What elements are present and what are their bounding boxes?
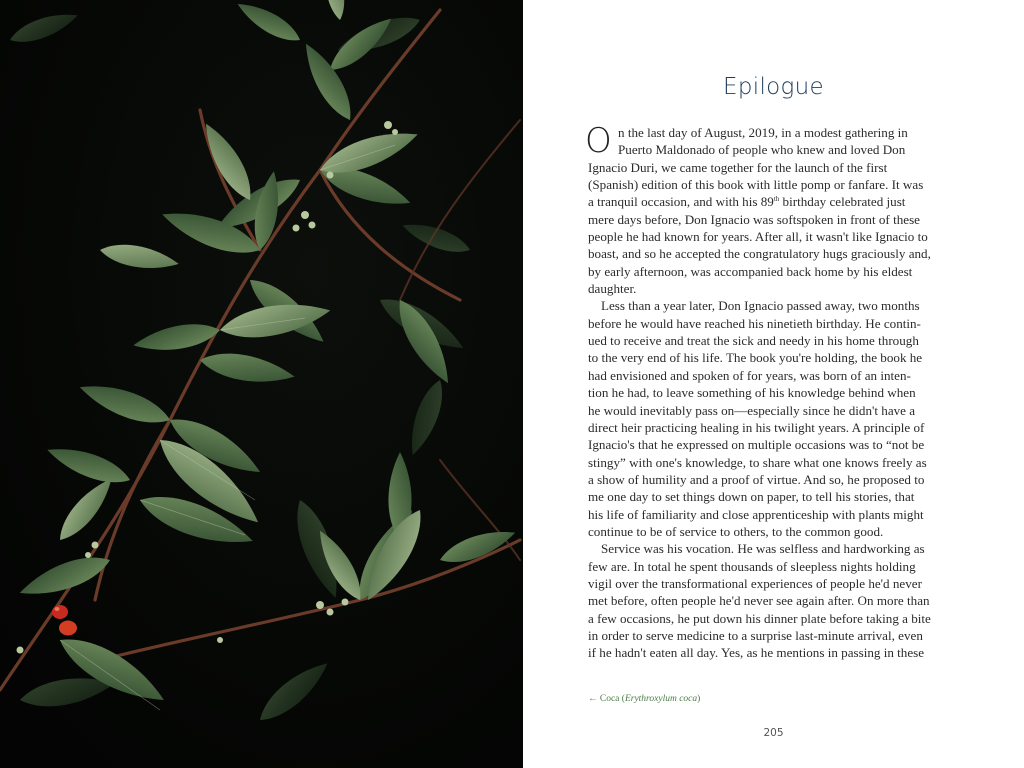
caption-common-name: Coca: [599, 694, 620, 704]
text-line: his life of familiarity and close apprenticeship with plants might: [588, 506, 924, 522]
text-line: stingy” with one's knowledge, to share what one knows freely as: [588, 454, 927, 470]
text-line: mere days before, Don Ignacio was softspoken in front of these: [588, 211, 920, 227]
text-line: vigil over the transformational experiences of people he'd never: [588, 575, 922, 591]
text-line: daughter.: [588, 281, 637, 297]
left-arrow-icon: ←: [588, 694, 598, 704]
text-line: if he hadn't eaten all day. Yes, as he mentions in passing in these: [588, 645, 925, 661]
text-line: people he had known for years. After all, it wasn't like Ignacio to: [588, 229, 928, 245]
caption-latin-name: Erythroxylum coca: [624, 694, 698, 704]
text-line: n the last day of August, 2019, in a modest gathering in: [618, 125, 908, 140]
body-text: [585, 121, 953, 662]
text-line: Less than a year later, Don Ignacio passed away, two months: [601, 298, 920, 314]
text-line: direct heir practicing healing in his twilight years. A principle of: [588, 419, 925, 435]
text-page: [523, 0, 1024, 768]
text-line: Ignacio's that he expressed on multiple occasions was to “not be: [588, 437, 925, 453]
text-line: continue to be of service to others, to the common good.: [588, 523, 884, 539]
text-fragment: a tranquil occasion, and with his 89: [588, 194, 774, 210]
text-line: he would inevitably pass on—especially since he didn't have a: [588, 402, 916, 418]
text-line: tion he had, to leave something of his knowledge behind when: [588, 385, 916, 401]
text-line: (Spanish) edition of this book with little pomp or fanfare. It was: [588, 177, 924, 193]
text-line: had envisioned and spoken of for years, was born of an inten-: [588, 367, 911, 383]
text-line: Service was his vocation. He was selfless and hardworking as: [601, 541, 925, 557]
text-fragment: birthday celebrated just: [779, 194, 906, 210]
text-line: few are. In total he spent thousands of sleepless nights holding: [588, 558, 916, 574]
text-line: before he would have reached his ninetieth birthday. He contin-: [588, 315, 921, 331]
text-line: boast, and so he accepted the congratulatory hugs graciously and,: [588, 246, 931, 262]
text-line: to the very end of his life. The book you're holding, the book he: [588, 350, 923, 366]
text-line: me one day to set things down on paper, to tell his stories, that: [588, 489, 915, 505]
text-line: by early afternoon, was accompanied back home by his eldest: [588, 263, 913, 279]
text-line: a few occasions, he put down his dinner plate before taking a bite: [588, 610, 931, 626]
superscript: th: [773, 195, 780, 204]
text-line: in order to serve medicine to a surprise last-minute arrival, even: [588, 627, 923, 643]
page-number: 205: [763, 727, 784, 739]
chapter-title: Epilogue: [723, 74, 824, 100]
photo-caption: [588, 694, 700, 704]
text-line: Ignacio Duri, we came together for the launch of the first: [588, 159, 888, 175]
caption-paren-close: ): [697, 694, 701, 704]
text-line: ued to receive and treat the sick and needy in his home through: [588, 333, 919, 349]
drop-cap: O: [585, 121, 612, 161]
text-line: met before, often people he'd never see again after. On more than: [588, 593, 930, 609]
caption-paren-open: (: [619, 694, 625, 704]
text-line: [588, 193, 953, 210]
text-line: Puerto Maldonado of people who knew and loved Don: [618, 142, 906, 158]
text-line: a show of humility and a proof of virtue. And so, he proposed to: [588, 471, 925, 487]
